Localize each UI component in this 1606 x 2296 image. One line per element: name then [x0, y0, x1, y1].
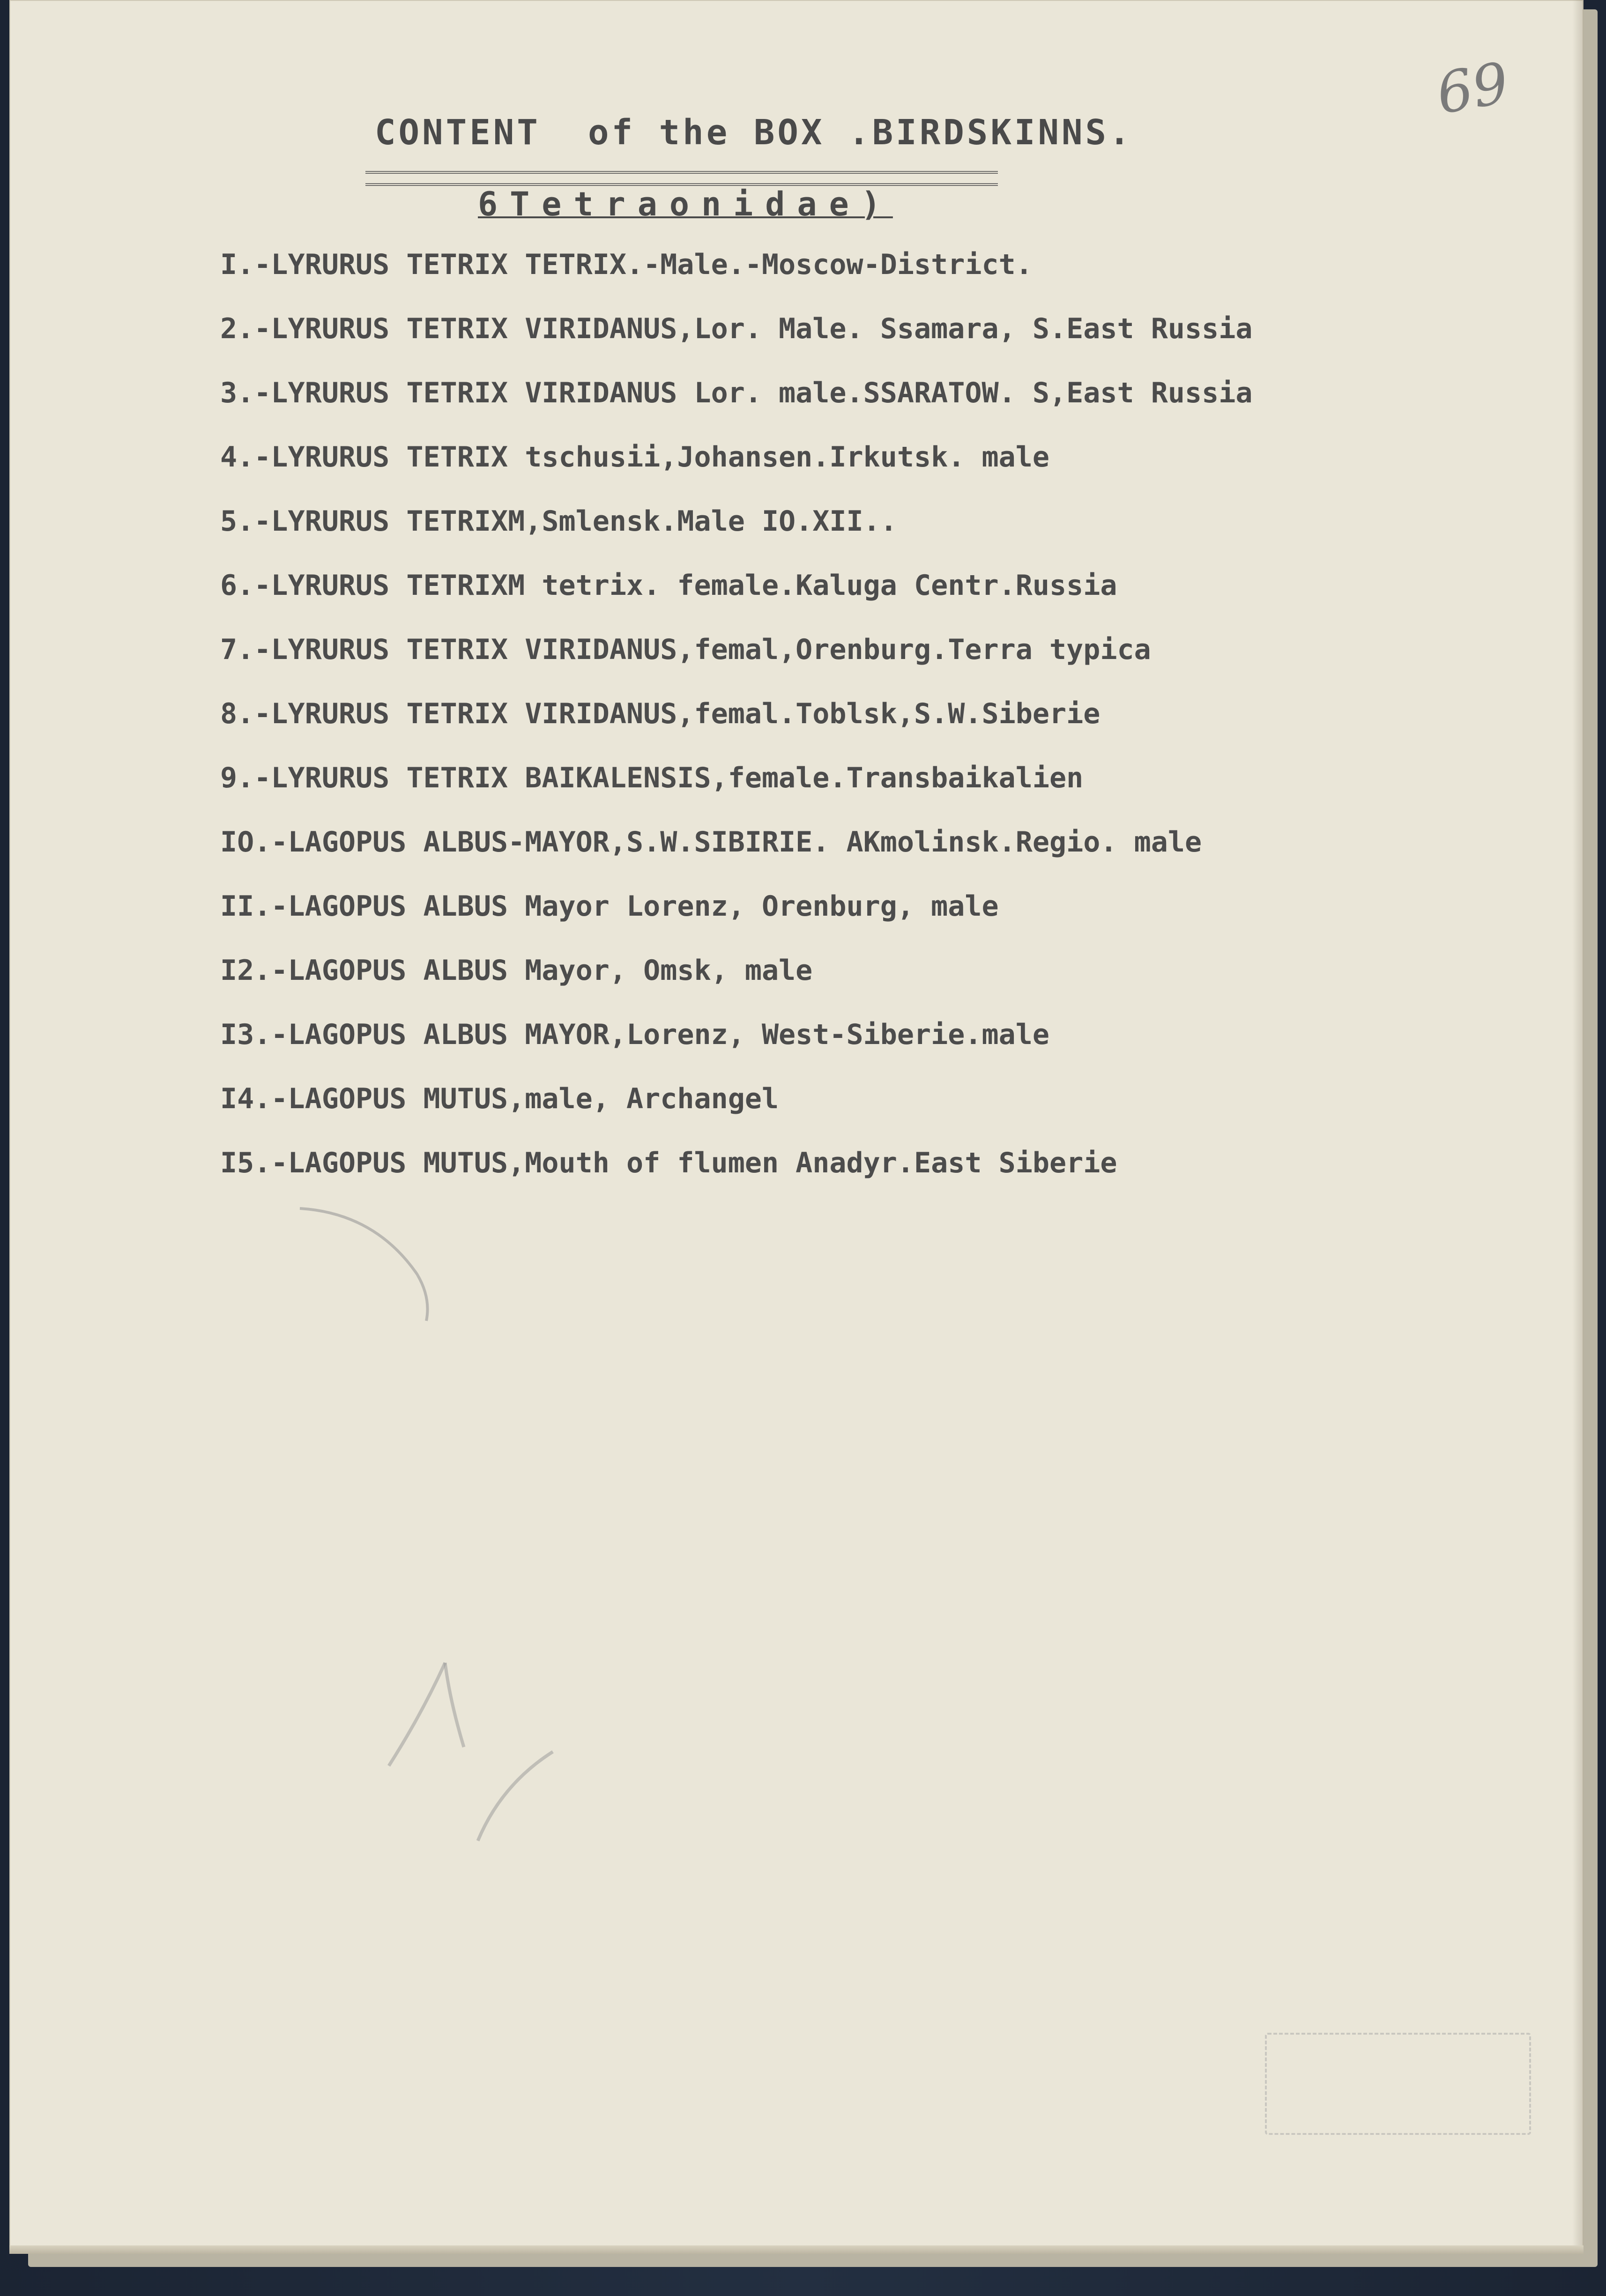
- list-item: 4.-LYRURUS TETRIX tschusii,Johansen.Irkutsk. male: [220, 441, 1050, 474]
- list-item: 7.-LYRURUS TETRIX VIRIDANUS,femal,Orenburg.Terra typica: [220, 633, 1151, 666]
- list-item: 2.-LYRURUS TETRIX VIRIDANUS,Lor. Male. Ssamara, S.East Russia: [220, 312, 1253, 345]
- list-item: 5.-LYRURUS TETRIXM,Smlensk.Male IO.XII..: [220, 505, 897, 538]
- list-item: II.-LAGOPUS ALBUS Mayor Lorenz, Orenburg, male: [220, 890, 999, 923]
- pencil-marks: [290, 1194, 618, 1874]
- document-page: [9, 0, 1584, 2248]
- archive-stamp: [1265, 2033, 1531, 2135]
- list-item: I5.-LAGOPUS MUTUS,Mouth of flumen Anadyr.East Siberie: [220, 1147, 1117, 1179]
- list-item: I3.-LAGOPUS ALBUS MAYOR,Lorenz, West-Siberie.male: [220, 1018, 1050, 1051]
- document-title: CONTENT of the BOX .BIRDSKINNS.: [375, 112, 1133, 153]
- document-subtitle: 6Tetraonidae): [478, 185, 893, 223]
- list-item: 8.-LYRURUS TETRIX VIRIDANUS,femal.Toblsk,S.W.Siberie: [220, 697, 1100, 730]
- title-double-rule: [365, 171, 998, 186]
- page-bottom-edge: [9, 2245, 1584, 2254]
- list-item: I.-LYRURUS TETRIX TETRIX.-Male.-Moscow-District.: [220, 248, 1033, 281]
- list-item: 9.-LYRURUS TETRIX BAIKALENSIS,female.Transbaikalien: [220, 762, 1084, 794]
- specimen-list: [220, 246, 1555, 1208]
- list-item: IO.-LAGOPUS ALBUS-MAYOR,S.W.SIBIRIE. AKmolinsk.Regio. male: [220, 826, 1202, 859]
- list-item: I4.-LAGOPUS MUTUS,male, Archangel: [220, 1082, 779, 1115]
- list-item: 3.-LYRURUS TETRIX VIRIDANUS Lor. male.SSARATOW. S,East Russia: [220, 377, 1253, 409]
- list-item: I2.-LAGOPUS ALBUS Mayor, Omsk, male: [220, 954, 813, 987]
- list-item: 6.-LYRURUS TETRIXM tetrix. female.Kaluga Centr.Russia: [220, 569, 1117, 602]
- folio-number: 69: [1432, 50, 1514, 127]
